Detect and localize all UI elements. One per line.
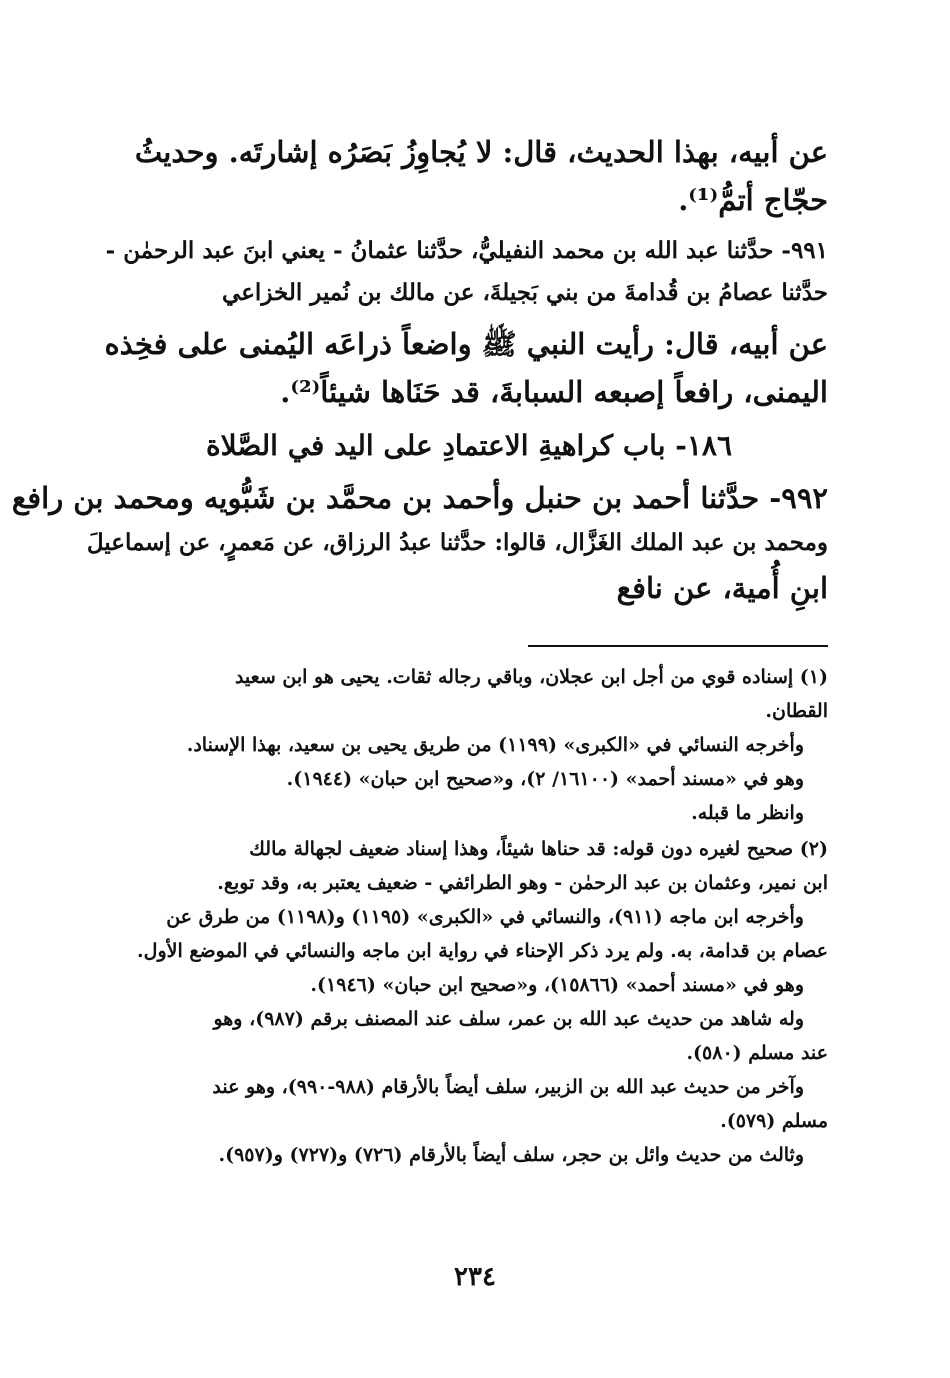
text-line: عن أبيه، بهذا الحديث، قال: لا يُجاوِزُ بَصَرُه إشارتَه. وحديثُ	[134, 135, 828, 169]
footnote-divider	[528, 645, 828, 647]
paragraph-continuation	[110, 128, 828, 224]
text-line: عن أبيه، قال: رأيت النبي ﷺ واضعاً ذراعَه اليُمنى على فخِذه	[104, 327, 828, 361]
footnote-line: وهو في «مسند أحمد» (١٦١٠٠/ ٢)، و«صحيح ابن حبان» (١٩٤٤).	[286, 768, 804, 790]
page-number: ٢٣٤	[454, 1262, 496, 1292]
footnote-line: وثالث من حديث وائل بن حجر، سلف أيضاً بالأرقام (٧٢٦) و(٧٢٧) و(٩٥٧).	[218, 1144, 804, 1166]
footnote-line: عند مسلم (٥٨٠).	[686, 1042, 828, 1064]
footnote-line: وأخرجه ابن ماجه (٩١١)، والنسائي في «الكبرى» (١١٩٥) و(١١٩٨) من طرق عن	[166, 906, 804, 928]
footnote-line: وأخرجه النسائي في «الكبرى» (١١٩٩) من طريق يحيى بن سعيد، بهذا الإسناد.	[186, 734, 804, 756]
text-line: ٩٩١- حدَّثنا عبد الله بن محمد النفيليُّ، حدَّثنا عثمانُ - يعني ابنَ عبد الرحمٰن -	[105, 237, 828, 264]
footnote-1	[110, 660, 828, 830]
footnote-line: عصام بن قدامة، به. ولم يرد ذكر الإحناء في رواية ابن ماجه والنسائي في الموضع الأول.	[137, 940, 828, 962]
hadith-992	[11, 474, 828, 612]
text-line: ابنِ أُمية، عن نافع	[616, 571, 828, 605]
text-line: حجّاج أتمُّ⁽¹⁾.	[678, 183, 828, 217]
text-line: اليمنى، رافعاً إصبعه السبابةَ، قد حَنَاها شيئاً⁽²⁾.	[280, 375, 828, 409]
footnote-2	[110, 832, 828, 1172]
footnote-line: (١) إسناده قوي من أجل ابن عجلان، وباقي رجاله ثقات. يحيى هو ابن سعيد	[234, 666, 828, 688]
footnote-line: القطان.	[765, 700, 828, 722]
footnote-line: (٢) صحيح لغيره دون قوله: قد حناها شيئاً، وهذا إسناد ضعيف لجهالة مالك	[249, 838, 828, 860]
text-line: حدَّثنا عصامُ بن قُدامةَ من بني بَجيلةَ، عن مالك بن نُمير الخزاعي	[222, 279, 828, 306]
footnote-line: وآخر من حديث عبد الله بن الزبير، سلف أيضاً بالأرقام (٩٨٨-٩٩٠)، وهو عند	[212, 1076, 804, 1098]
text-line: ٩٩٢- حدَّثنا أحمد بن حنبل وأحمد بن محمَّد بن شَبُّويه ومحمد بن رافع	[11, 481, 828, 515]
footnote-line: مسلم (٥٧٩).	[720, 1110, 828, 1132]
hadith-991-chain	[105, 230, 828, 314]
footnotes	[110, 660, 828, 1172]
footnote-line: وانظر ما قبله.	[691, 802, 804, 824]
footnote-line: وله شاهد من حديث عبد الله بن عمر، سلف عند المصنف برقم (٩٨٧)، وهو	[213, 1008, 804, 1030]
hadith-991-text	[104, 320, 828, 416]
footnote-line: وهو في «مسند أحمد» (١٥٨٦٦)، و«صحيح ابن حبان» (١٩٤٦).	[310, 974, 804, 996]
chapter-heading: ١٨٦- باب كراهيةِ الاعتمادِ على اليد في الصَّلاة	[205, 429, 732, 462]
footnote-line: ابن نمير، وعثمان بن عبد الرحمٰن - وهو الطرائفي - ضعيف يعتبر به، وقد توبع.	[217, 872, 828, 894]
text-line: ومحمد بن عبد الملك الغَزَّال، قالوا: حدَّثنا عبدُ الرزاق، عن مَعمرٍ، عن إسماعيلَ	[86, 529, 828, 556]
main-text	[11, 128, 828, 618]
